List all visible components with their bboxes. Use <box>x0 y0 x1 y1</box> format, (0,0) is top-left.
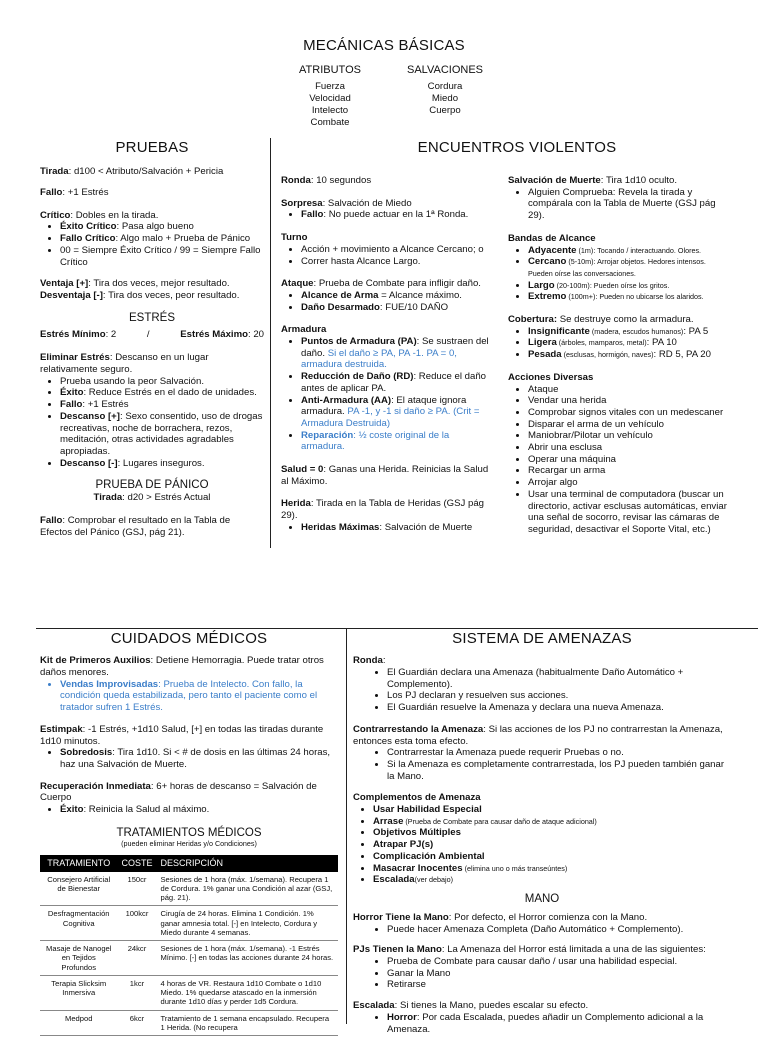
list-item: • Adyacente (1m): Tocando / interactuando. Olores. <box>528 245 730 257</box>
cobertura-list <box>508 326 730 361</box>
list-item: • Éxito: Reduce Estrés en el dado de unidades. <box>60 387 264 399</box>
panico-fallo-label: Fallo <box>40 515 63 527</box>
list-item: • Retirarse <box>387 979 731 991</box>
complementos-list <box>353 804 731 886</box>
list-item: • Prueba usando la peor Salvación. <box>60 376 264 388</box>
bandas-list <box>508 245 730 304</box>
turno-label: Turno <box>281 232 308 244</box>
table-header-row <box>40 855 338 872</box>
cuidados-section: CUIDADOS MÉDICOS Kit de Primeros Auxilios: Detiene Hemorragia. Puede tratar otros daños menores. • Vendas Improvisadas: Prueba de Intelecto. Con fallo, la condición queda estabilizada, pero tanto el paciente como el tratador sufren 1 Estrés. Estimpak: -1 Estrés, +1d10 Salud, [+] en todas las tiradas durante 1d10 minutos. • Sobredosis: Tira 1d10. Si < # de dosis en las últimas 24 horas, haz una Salvación de Muerte. Recuperación Inmediata: 6+ horas de descanso = Salvación de Cuerpo • Éxito: Reinicia la Salud al máximo. TRATAMIENTOS MÉDICOS (pueden eliminar Heridas y/o Condiciones) TRATAMIENTO COSTE DESCRIPCIÓN Consejero Artificial de Bienestar 150cr Sesiones de 1 hora (máx. 1/semana). Recupera 1 de Cordura. 1% ganar una Condición al azar (GSJ, pág. 21). Desfragmentación Cognitiva 100kcr Cirugía de 24 horas. Elimina 1 Condición. 1% ganar amnesia total. [-] en Intelecto, Cordura y Miedo durante 4 semanas. Masaje de Nanogel en Tejidos Profundos 24kcr Sesiones de 1 hora (máx. 1/semana). -1 Estrés Mínimo. [-] en todas las acciones durante 24 horas. Terapia Slicksim Inmersiva 1kcr 4 horas de VR. Restaura 1d10 Combate o 1d10 Miedo. 1% quedarse atascado en la inmersión durante 1d10 días y perder 1d5 Cordura. Medpod 6kcr Tratamiento de 1 semana encapsulado. Recupera 1 Herida. (No recupera <box>40 630 338 1036</box>
escalada-label: Escalada <box>353 1000 395 1012</box>
pruebas-header: PRUEBAS <box>115 139 189 156</box>
list-item: • El Guardián declara una Amenaza (habitualmente Daño Automático + Complemento). <box>387 667 731 690</box>
panico-tirada: Tirada: d20 > Estrés Actual <box>93 492 211 504</box>
muerte-label: Salvación de Muerte <box>508 175 601 186</box>
contrarrestando-label: Contrarrestando la Amenaza <box>353 723 484 735</box>
ataque-list <box>281 290 495 313</box>
list-item: • Si la Amenaza es completamente contrarrestada, los PJ pueden también ganar la Mano. <box>387 759 731 782</box>
list-item: • Ganar la Mano <box>387 968 731 980</box>
list-item: • Alcance de Arma = Alcance máximo. <box>301 290 495 302</box>
save-item: Cuerpo <box>429 105 461 117</box>
list-item: • Arrojar algo <box>528 477 730 489</box>
list-item: • Operar una máquina <box>528 454 730 466</box>
list-item: • Alguien Comprueba: Revela la tirada y compárala con la Tabla de Muerte (GSJ pág 29). <box>528 187 730 222</box>
list-item: • Objetivos Múltiples <box>373 827 731 839</box>
list-item: • Comprobar signos vitales con un medescaner <box>528 407 730 419</box>
list-item: • Descanso [+]: Sexo consentido, uso de drogas recreativas, noche de borrachera, rezos, meditación, otras actividades agradables apropiadas. <box>60 411 264 458</box>
amenaza-ronda-label: Ronda <box>353 655 383 667</box>
column-header: COSTE <box>117 855 156 872</box>
turno-list <box>281 244 495 267</box>
complementos-label: Complementos de Amenaza <box>353 792 481 804</box>
horror-mano-list <box>353 924 731 936</box>
ronda-label: Ronda <box>281 175 311 186</box>
table-row: Terapia Slicksim Inmersiva 1kcr 4 horas de VR. Restaura 1d10 Combate o 1d10 Miedo. 1% quedarse atascado en la inmersión durante 1d10 días y perder 1d5 Cordura. <box>40 975 338 1010</box>
list-item: • Anti-Armadura (AA): El ataque ignora armadura. PA -1, y -1 si daño ≥ PA. (Crit = Armadura Destruida) <box>301 395 495 430</box>
list-item: • Correr hasta Alcance Largo. <box>301 256 495 268</box>
save-item: Cordura <box>427 81 463 93</box>
pjs-mano-list <box>353 956 731 991</box>
encuentros-right-column: Salvación de Muerte: Tira 1d10 oculto. • Alguien Comprueba: Revela la tirada y compárala con la Tabla de Muerte (GSJ pág 29). Bandas de Alcance • Adyacente (1m): Tocando / interactuando. Olores. • Cercano (5-10m): Arrojar objetos. Hedores intensos. Pueden oírse las conversaciones. • Largo (20-100m): Pueden oírse los gritos. • Extremo (100m+): Pueden no ubicarse los alaridos. Cobertura: Se destruye como la armadura. • Insignificante (madera, escudos humanos): PA 5 • Ligera (árboles, mamparos, metal): PA 10 • Pesada (esclusas, hormigón, naves): RD 5, PA 20 Acciones Diversas • Ataque • Vendar una herida • Comprobar signos vitales con un medescaner • Disparar el arma de un vehículo • Maniobrar/Pilotar un vehículo • Abrir una esclusa • Operar una máquina • Recargar un arma • Arrojar algo • Usar una terminal de computadora (buscar un directorio, activar esclusas automáticas, enviar una señal de socorro, revisar las cámaras de seguridad, desactivar el Soporte Vital, etc.) <box>508 175 730 545</box>
column-header: DESCRIPCIÓN <box>156 855 338 872</box>
tratamientos-table <box>40 855 338 1036</box>
pjs-mano-label: PJs Tienen la Mano <box>353 944 442 956</box>
acciones-label: Acciones Diversas <box>508 371 594 383</box>
armadura-label: Armadura <box>281 324 327 336</box>
list-item: • Vendas Improvisadas: Prueba de Intelecto. Con fallo, la condición queda estabilizada, pero tanto el paciente como el tratador sufren 1 Estrés. <box>60 679 338 714</box>
list-item: • Recargar un arma <box>528 465 730 477</box>
list-item: • Pesada (esclusas, hormigón, naves): RD 5, PA 20 <box>528 349 730 361</box>
list-item: • Éxito Crítico: Pasa algo bueno <box>60 221 264 233</box>
list-item: • Reparación: ½ coste original de la armadura. <box>301 430 495 453</box>
desventaja-label: Desventaja [-] <box>40 289 103 301</box>
list-item: • Masacrar Inocentes (elimina uno o más transeúntes) <box>373 863 731 875</box>
ronda-list <box>353 667 731 714</box>
list-item: • Puntos de Armadura (PA): Se sustraen del daño. Si el daño ≥ PA, PA -1. PA = 0, armadura destruida. <box>301 336 495 371</box>
list-item: • Contrarrestar la Amenaza puede requerir Pruebas o no. <box>387 747 731 759</box>
sorpresa-label: Sorpresa <box>281 197 323 209</box>
critico-list <box>40 221 264 268</box>
section-divider <box>36 628 758 629</box>
table-row: Masaje de Nanogel en Tejidos Profundos 24kcr Sesiones de 1 hora (máx. 1/semana). -1 Estrés Mínimo. [-] en todas las acciones durante 24 horas. <box>40 941 338 976</box>
table-row: Medpod 6kcr Tratamiento de 1 semana encapsulado. Recupera 1 Herida. (No recupera <box>40 1010 338 1036</box>
pruebas-section: PRUEBAS Tirada: d100 < Atributo/Salvación + Pericia Fallo: +1 Estrés Crítico: Dobles en la tirada. • Éxito Crítico: Pasa algo bueno • Fallo Crítico: Algo malo + Prueba de Pánico • 00 = Siempre Éxito Crítico / 99 = Siempre Fallo Crítico Ventaja [+]: Tira dos veces, mejor resultado. Desventaja [-]: Tira dos veces, peor resultado. ESTRÉS Estrés Mínimo: 2 / Estrés Máximo: 20 Eliminar Estrés: Descanso en un lugar relativamente seguro. • Prueba usando la peor Salvación. • Éxito: Reduce Estrés en el dado de unidades. • Fallo: +1 Estrés • Descanso [+]: Sexo consentido, uso de drogas recreativas, noche de borrachera, rezos, meditación, otras actividades agradables apropiadas. • Descanso [-]: Lugares inseguros. PRUEBA DE PÁNICO Tirada: d20 > Estrés Actual Fallo: Comprobar el resultado en la Tabla de Efectos del Pánico (GSJ, pág 21). <box>40 139 264 548</box>
attribute-item: Fuerza <box>315 81 345 93</box>
table-row: Desfragmentación Cognitiva 100kcr Cirugía de 24 horas. Elimina 1 Condición. 1% ganar amnesia total. [-] en Intelecto, Cordura y Miedo durante 4 semanas. <box>40 906 338 941</box>
amenazas-section: SISTEMA DE AMENAZAS Ronda: • El Guardián declara una Amenaza (habitualmente Daño Automático + Complemento). • Los PJ declaran y resuelven sus acciones. • El Guardián resuelve la Amenaza y declara una nueva Amenaza. Contrarrestando la Amenaza: Si las acciones de los PJ no contrarrestan la Amenaza, entonces esta toma efecto. • Contrarrestar la Amenaza puede requerir Pruebas o no. • Si la Amenaza es completamente contrarrestada, los PJ pueden también ganar la Mano. Complementos de Amenaza • Usar Habilidad Especial • Arrase (Prueba de Combate para causar daño de ataque adicional) • Objetivos Múltiples • Atrapar PJ(s) • Complicación Ambiental • Masacrar Inocentes (elimina uno o más transeúntes) • Escalada(ver debajo) MANO Horror Tiene la Mano: Por defecto, el Horror comienza con la Mano. • Puede hacer Amenaza Completa (Daño Automático + Complemento). PJs Tienen la Mano: La Amenaza del Horror está limitada a una de las siguientes: • Prueba de Combate para causar daño / usar una habilidad especial. • Ganar la Mano • Retirarse Escalada: Si tienes la Mano, puedes escalar su efecto. • Horror: Por cada Escalada, puedes añadir un Complemento adicional a la Amenaza. <box>353 630 731 1044</box>
estimpak-label: Estimpak <box>40 723 83 735</box>
list-item: • Puede hacer Amenaza Completa (Daño Automático + Complemento). <box>387 924 731 936</box>
muerte-list <box>508 187 730 222</box>
tratamientos-subtitle: (pueden eliminar Heridas y/o Condiciones) <box>121 838 257 848</box>
saves-header: SALVACIONES <box>406 64 483 76</box>
attribute-item: Intelecto <box>311 105 349 117</box>
list-item: • Daño Desarmado: FUE/10 DAÑO <box>301 302 495 314</box>
list-item: • Acción + movimiento a Alcance Cercano; o <box>301 244 495 256</box>
attribute-item: Combate <box>310 117 350 129</box>
list-item: • Arrase (Prueba de Combate para causar daño de ataque adicional) <box>373 816 731 828</box>
tirada-label: Tirada <box>40 166 69 178</box>
estres-range: Estrés Mínimo: 2 / Estrés Máximo: 20 <box>40 328 264 340</box>
list-item: • Disparar el arma de un vehículo <box>528 419 730 431</box>
estimpak-list <box>40 747 338 770</box>
ventaja-label: Ventaja [+] <box>40 278 89 290</box>
cobertura-label: Cobertura: <box>508 314 558 326</box>
list-item: • Cercano (5-10m): Arrojar objetos. Hedores intensos. Pueden oírse las conversaciones. <box>528 256 730 279</box>
list-item: • Ataque <box>528 384 730 396</box>
attribute-item: Velocidad <box>309 93 351 105</box>
list-item: • Abrir una esclusa <box>528 442 730 454</box>
list-item: • 00 = Siempre Éxito Crítico / 99 = Siempre Fallo Crítico <box>60 245 264 268</box>
column-header: TRATAMIENTO <box>40 855 117 872</box>
list-item: • Fallo: +1 Estrés <box>60 399 264 411</box>
list-item: • Fallo: No puede actuar en la 1ª Ronda. <box>301 209 495 221</box>
list-item: • Fallo Crítico: Algo malo + Prueba de Pánico <box>60 233 264 245</box>
encuentros-header: ENCUENTROS VIOLENTOS <box>417 139 617 156</box>
bandas-label: Bandas de Alcance <box>508 232 596 244</box>
attributes-column <box>280 64 380 129</box>
list-item: • Escalada(ver debajo) <box>373 874 731 886</box>
kit-label: Kit de Primeros Auxilios <box>40 655 151 667</box>
list-item: • Extremo (100m+): Pueden no ubicarse los alaridos. <box>528 291 730 303</box>
salud-label: Salud = 0 <box>281 464 324 476</box>
fallo-label: Fallo <box>40 187 63 198</box>
attributes-header: ATRIBUTOS <box>299 64 361 76</box>
mano-header: MANO <box>524 892 560 905</box>
herida-label: Herida <box>281 498 311 510</box>
list-item: • Atrapar PJ(s) <box>373 839 731 851</box>
herida-list <box>281 522 495 534</box>
list-item: • Prueba de Combate para causar daño / usar una habilidad especial. <box>387 956 731 968</box>
cuidados-header: CUIDADOS MÉDICOS <box>110 630 268 647</box>
armadura-list <box>281 336 495 453</box>
recuperacion-label: Recuperación Inmediata <box>40 780 151 792</box>
sorpresa-list <box>281 209 495 221</box>
critico-label: Crítico <box>40 209 71 221</box>
column-divider <box>270 138 271 548</box>
list-item: • Largo (20-100m): Pueden oírse los gritos. <box>528 280 730 292</box>
column-divider <box>346 628 347 1024</box>
list-item: • Complicación Ambiental <box>373 851 731 863</box>
ataque-label: Ataque <box>281 278 314 290</box>
kit-list <box>40 679 338 714</box>
list-item: • Sobredosis: Tira 1d10. Si < # de dosis en las últimas 24 horas, haz una Salvación de Muerte. <box>60 747 338 770</box>
list-item: • Heridas Máximas: Salvación de Muerte <box>301 522 495 534</box>
list-item: • Usar una terminal de computadora (buscar un directorio, activar esclusas automáticas, enviar una señal de socorro, revisar las cámaras de seguridad, desactivar el Soporte Vital, etc.) <box>528 489 730 536</box>
list-item: • Los PJ declaran y resuelven sus acciones. <box>387 690 731 702</box>
eliminar-estres-label: Eliminar Estrés <box>40 352 110 364</box>
list-item: • El Guardián resuelve la Amenaza y declara una nueva Amenaza. <box>387 702 731 714</box>
amenazas-header: SISTEMA DE AMENAZAS <box>452 630 632 647</box>
list-item: • Reducción de Daño (RD): Reduce el daño antes de aplicar PA. <box>301 371 495 394</box>
list-item: • Ligera (árboles, mamparos, metal): PA 10 <box>528 337 730 349</box>
list-item: • Éxito: Reinicia la Salud al máximo. <box>60 804 338 816</box>
horror-mano-label: Horror Tiene la Mano <box>353 911 449 923</box>
contrarrestando-list <box>353 747 731 782</box>
tratamientos-header: TRATAMIENTOS MÉDICOS <box>116 826 262 839</box>
eliminar-list <box>40 376 264 470</box>
saves-column <box>390 64 500 117</box>
list-item: • Horror: Por cada Escalada, puedes añadir un Complemento adicional a la Amenaza. <box>387 1012 731 1035</box>
list-item: • Descanso [-]: Lugares inseguros. <box>60 458 264 470</box>
recuperacion-list <box>40 804 338 816</box>
panico-header: PRUEBA DE PÁNICO <box>95 479 209 492</box>
acciones-list <box>508 384 730 536</box>
page-title: MECÁNICAS BÁSICAS <box>303 37 465 54</box>
table-row: Consejero Artificial de Bienestar 150cr Sesiones de 1 hora (máx. 1/semana). Recupera 1 de Cordura. 1% ganar una Condición al azar (GSJ, pág. 21). <box>40 872 338 906</box>
list-item: • Insignificante (madera, escudos humanos): PA 5 <box>528 326 730 338</box>
list-item: • Maniobrar/Pilotar un vehículo <box>528 430 730 442</box>
estres-header: ESTRÉS <box>128 311 175 324</box>
encuentros-left-column: Ronda: 10 segundos Sorpresa: Salvación de Miedo • Fallo: No puede actuar en la 1ª Ronda. Turno • Acción + movimiento a Alcance Cercano; o • Correr hasta Alcance Largo. Ataque: Prueba de Combate para infligir daño. • Alcance de Arma = Alcance máximo. • Daño Desarmado: FUE/10 DAÑO Armadura • Puntos de Armadura (PA): Se sustraen del daño. Si el daño ≥ PA, PA -1. PA = 0, armadura destruida. • Reducción de Daño (RD): Reduce el daño antes de aplicar PA. • Anti-Armadura (AA): El ataque ignora armadura. PA -1, y -1 si daño ≥ PA. (Crit = Armadura Destruida) • Reparación: ½ coste original de la armadura. Salud = 0: Ganas una Herida. Reinicias la Salud al Máximo. Herida: Tirada en la Tabla de Heridas (GSJ pág 29). • Heridas Máximas: Salvación de Muerte <box>281 175 495 543</box>
list-item: • Vendar una herida <box>528 395 730 407</box>
save-item: Miedo <box>431 93 459 105</box>
list-item: • Usar Habilidad Especial <box>373 804 731 816</box>
